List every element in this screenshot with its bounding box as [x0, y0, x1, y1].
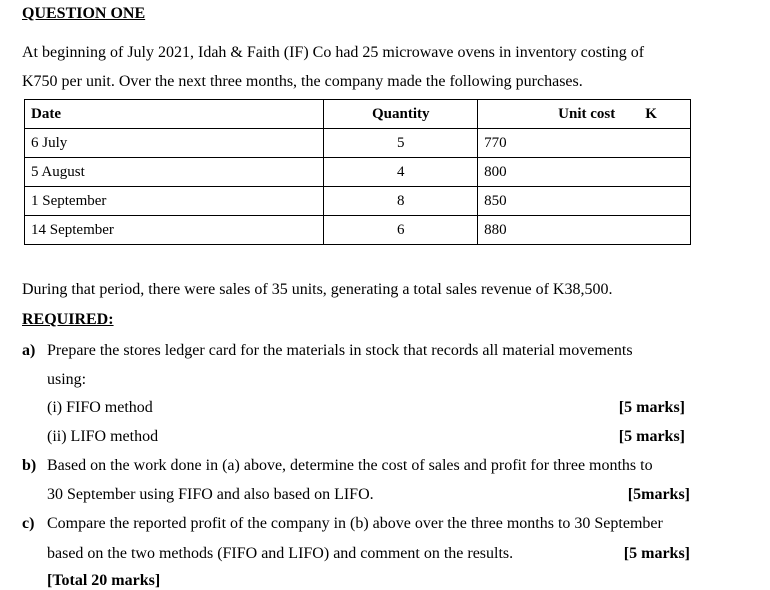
item-c-line-1: Compare the reported profit of the company in (b) above over the three months to 30 September — [47, 515, 663, 532]
item-b-marks: [5marks] — [627, 486, 690, 503]
row-unit-cost: 800 — [478, 158, 691, 187]
item-a-sub-1: (i) FIFO method — [47, 399, 153, 416]
header-quantity: Quantity — [324, 100, 478, 129]
table-header-row — [25, 100, 691, 129]
row-quantity: 5 — [324, 129, 478, 158]
required-title: REQUIRED: — [22, 311, 114, 328]
item-b-line-1: Based on the work done in (a) above, determine the cost of sales and profit for three months to — [47, 457, 653, 474]
row-date: 14 September — [25, 216, 324, 245]
total-marks: [Total 20 marks] — [47, 572, 161, 589]
item-a-line-2: using: — [47, 371, 87, 388]
header-date: Date — [25, 100, 324, 129]
row-quantity: 8 — [324, 187, 478, 216]
purchases-table — [24, 99, 691, 245]
item-c-marks: [5 marks] — [623, 545, 690, 562]
row-unit-cost: 850 — [478, 187, 691, 216]
item-a-line-1: Prepare the stores ledger card for the materials in stock that records all material movements — [47, 342, 633, 359]
row-quantity: 4 — [324, 158, 478, 187]
intro-line-2: K750 per unit. Over the next three months, the company made the following purchases. — [22, 73, 583, 90]
row-date: 6 July — [25, 129, 324, 158]
item-c-line-2: based on the two methods (FIFO and LIFO) and comment on the results. — [47, 545, 514, 562]
table-row — [25, 187, 691, 216]
row-unit-cost: 770 — [478, 129, 691, 158]
item-a-label: a) — [22, 342, 36, 359]
item-a-sub-2-marks: [5 marks] — [618, 428, 685, 445]
question-title: QUESTION ONE — [22, 5, 146, 22]
row-unit-cost: 880 — [478, 216, 691, 245]
header-currency: K — [645, 105, 657, 122]
row-date: 1 September — [25, 187, 324, 216]
header-unit-cost-label: Unit cost — [558, 105, 616, 122]
item-c-label: c) — [22, 515, 35, 532]
intro-line-1: At beginning of July 2021, Idah & Faith (IF) Co had 25 microwave ovens in inventory costing of — [22, 44, 645, 61]
item-b-label: b) — [22, 457, 37, 474]
table-row — [25, 158, 691, 187]
table-row — [25, 216, 691, 245]
item-b-line-2: 30 September using FIFO and also based on LIFO. — [47, 486, 374, 503]
header-unit-cost — [478, 100, 691, 129]
table-row — [25, 129, 691, 158]
item-a-sub-2: (ii) LIFO method — [47, 428, 159, 445]
sales-text: During that period, there were sales of 35 units, generating a total sales revenue of K38,500. — [22, 281, 613, 298]
row-quantity: 6 — [324, 216, 478, 245]
item-a-sub-1-marks: [5 marks] — [618, 399, 685, 416]
row-date: 5 August — [25, 158, 324, 187]
